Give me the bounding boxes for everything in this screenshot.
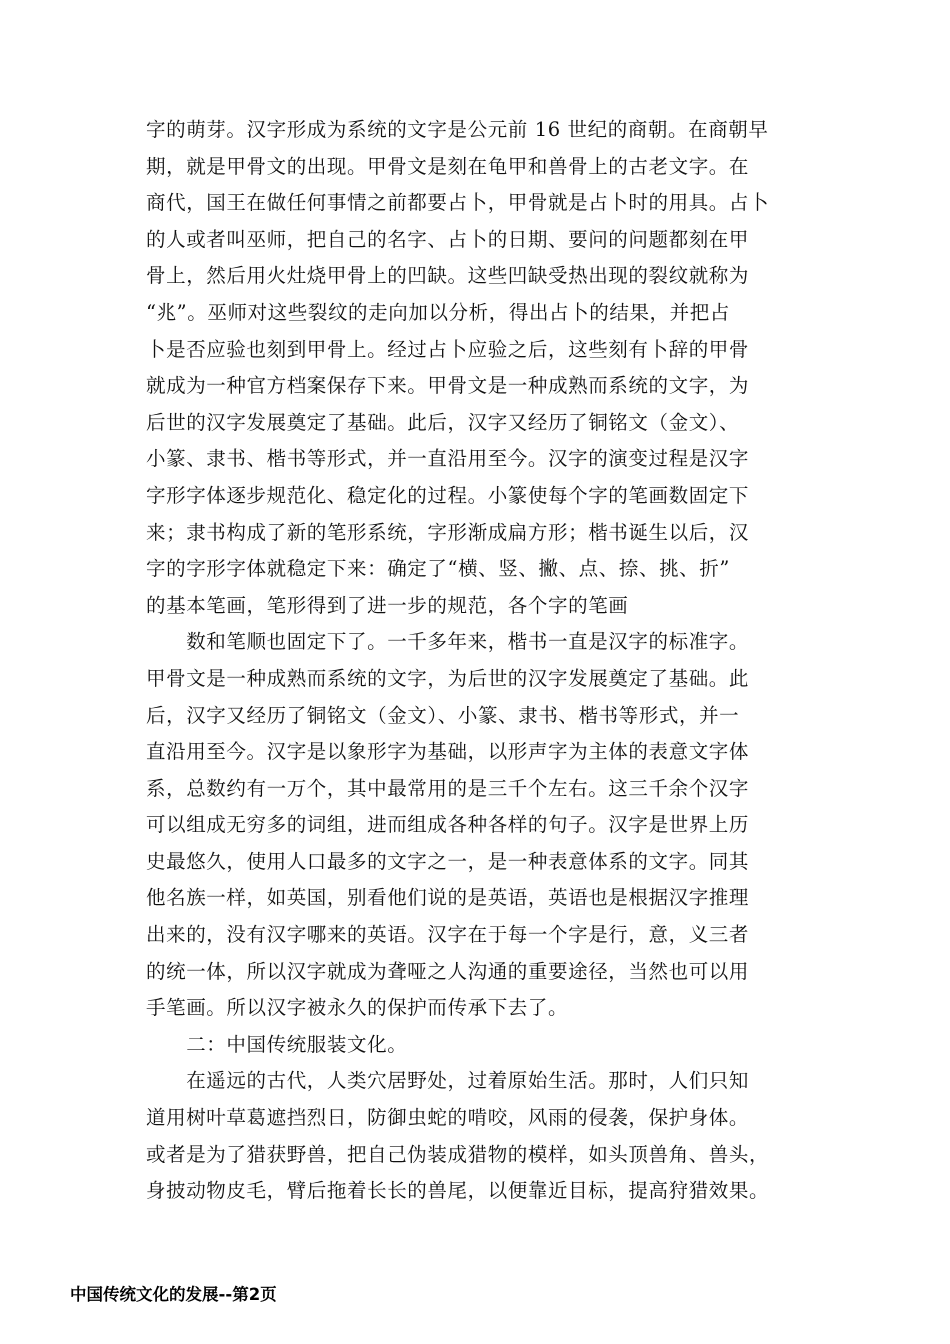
text-line: 字的萌芽。汉字形成为系统的文字是公元前 16 世纪的商朝。在商朝早 bbox=[146, 118, 769, 141]
text-line: “兆”。巫师对这些裂纹的走向加以分析，得出占卜的结果，并把占 bbox=[146, 300, 730, 324]
text-line: 来；隶书构成了新的笔形系统，字形渐成扁方形；楷书诞生以后，汉 bbox=[146, 520, 750, 544]
text-line: 出来的，没有汉字哪来的英语。汉字在于每一个字是行，意，义三者 bbox=[146, 923, 750, 947]
section-heading: 二：中国传统服装文化。 bbox=[146, 1032, 408, 1056]
text-line: 身披动物皮毛，臂后拖着长长的兽尾，以便靠近目标，提高狩猎效果。 bbox=[146, 1179, 770, 1203]
text-line: 可以组成无穷多的词组，进而组成各种各样的句子。汉字是世界上历 bbox=[146, 813, 750, 837]
text-line: 或者是为了猎获野兽，把自己伪装成猎物的模样，如头顶兽角、兽头， bbox=[146, 1142, 770, 1166]
text-line: 在遥远的古代，人类穴居野处，过着原始生活。那时，人们只知 bbox=[146, 1069, 750, 1093]
text-line: 字的字形字体就稳定下来：确定了“横、竖、撇、点、捺、挑、折” bbox=[146, 557, 730, 581]
text-line: 的基本笔画，笔形得到了进一步的规范，各个字的笔画 bbox=[146, 593, 629, 617]
text-line: 数和笔顺也固定下了。一千多年来，楷书一直是汉字的标准字。 bbox=[146, 630, 750, 654]
text-line: 后世的汉字发展奠定了基础。此后，汉字又经历了铜铭文（金文）、 bbox=[146, 410, 740, 434]
text-line: 史最悠久，使用人口最多的文字之一，是一种表意体系的文字。同其 bbox=[146, 849, 750, 873]
text-line: 就成为一种官方档案保存下来。甲骨文是一种成熟而系统的文字，为 bbox=[146, 374, 750, 398]
text-line: 的人或者叫巫师，把自己的名字、占卜的日期、要问的问题都刻在甲 bbox=[146, 227, 750, 251]
page-footer: 中国传统文化的发展--第2页 bbox=[70, 1285, 277, 1304]
text-line: 小篆、隶书、楷书等形式，并一直沿用至今。汉字的演变过程是汉字 bbox=[146, 447, 750, 471]
text-line: 期，就是甲骨文的出现。甲骨文是刻在龟甲和兽骨上的古老文字。在 bbox=[146, 154, 750, 178]
text-line: 卜是否应验也刻到甲骨上。经过占卜应验之后，这些刻有卜辞的甲骨 bbox=[146, 337, 750, 361]
text-line: 的统一体，所以汉字就成为聋哑之人沟通的重要途径，当然也可以用 bbox=[146, 959, 750, 983]
text-line: 直沿用至今。汉字是以象形字为基础，以形声字为主体的表意文字体 bbox=[146, 740, 750, 764]
text-line: 后，汉字又经历了铜铭文（金文）、小篆、隶书、楷书等形式，并一 bbox=[146, 703, 740, 727]
text-line: 商代，国王在做任何事情之前都要占卜，甲骨就是占卜时的用具。占卜 bbox=[146, 191, 770, 215]
text-line: 系，总数约有一万个，其中最常用的是三千个左右。这三千余个汉字 bbox=[146, 776, 750, 800]
text-line: 字形字体逐步规范化、稳定化的过程。小篆使每个字的笔画数固定下 bbox=[146, 483, 750, 507]
text-line: 骨上，然后用火灶烧甲骨上的凹缺。这些凹缺受热出现的裂纹就称为 bbox=[146, 264, 750, 288]
text-line: 手笔画。所以汉字被永久的保护而传承下去了。 bbox=[146, 996, 569, 1020]
text-line: 他名族一样，如英国，别看他们说的是英语，英语也是根据汉字推理 bbox=[146, 886, 750, 910]
body-text bbox=[146, 112, 826, 1210]
text-line: 道用树叶草葛遮挡烈日，防御虫蛇的啃咬，风雨的侵袭，保护身体。 bbox=[146, 1106, 750, 1130]
text-line: 甲骨文是一种成熟而系统的文字，为后世的汉字发展奠定了基础。此 bbox=[146, 666, 750, 690]
